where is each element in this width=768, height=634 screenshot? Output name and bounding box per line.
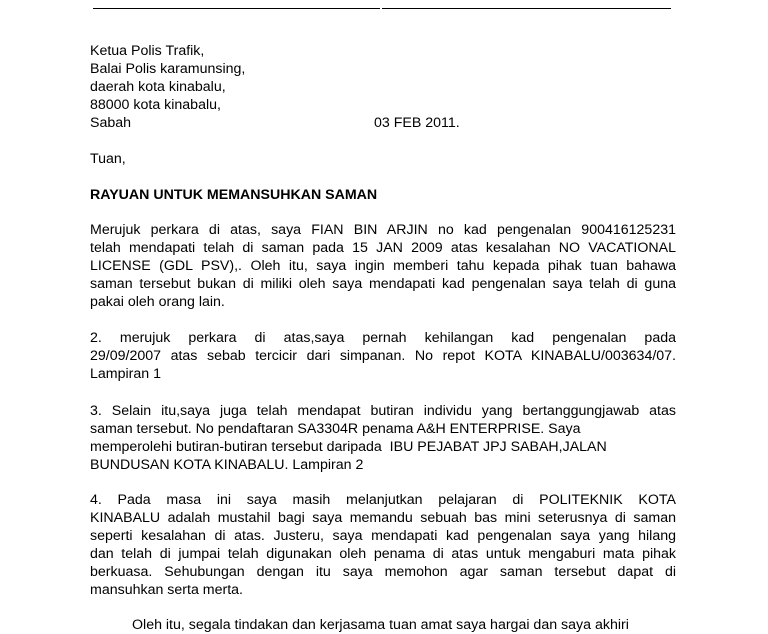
address-line-3: daerah kota kinabalu, bbox=[90, 79, 226, 95]
address-line-4: 88000 kota kinabalu, bbox=[90, 97, 221, 113]
para3-line-1: 3. Selain itu,saya juga telah mendapat butiran individu yang bertanggungjawab atas bbox=[90, 403, 676, 419]
para1-line-5: pakai oleh orang lain. bbox=[90, 294, 225, 310]
closing-line: Oleh itu, segala tindakan dan kerjasama tuan amat saya hargai dan saya akhiri bbox=[132, 617, 629, 633]
header-rule-right bbox=[382, 8, 671, 9]
salutation: Tuan, bbox=[90, 151, 126, 167]
para4-line-4: dan telah di jumpai telah digunakan oleh penama di atas untuk mengaburi mata pihak bbox=[90, 546, 676, 562]
para1-line-4: saman tersebut bukan di miliki oleh saya mendapati kad pengenalan saya telah di guna bbox=[90, 276, 676, 292]
para4-line-3: seperti kesalahan di atas. Justeru, saya mendapati kad pengenalan saya yang hilang bbox=[90, 528, 676, 544]
para2-line-3: Lampiran 1 bbox=[90, 366, 161, 382]
para4-line-2: KINABALU adalah mustahil bagi saya memandu sebuah bas mini seterusnya di saman bbox=[90, 510, 676, 526]
letter-date: 03 FEB 2011. bbox=[374, 115, 460, 131]
para1-line-2: telah mendapati telah di saman pada 15 JAN 2009 atas kesalahan NO VACATIONAL bbox=[90, 240, 676, 256]
para4-line-1: 4. Pada masa ini saya masih melanjutkan pelajaran di POLITEKNIK KOTA bbox=[90, 492, 676, 508]
para3-line-3: memperolehi butiran-butiran tersebut daripada IBU PEJABAT JPJ SABAH,JALAN bbox=[90, 439, 607, 455]
para3-line-2: saman tersebut. No pendaftaran SA3304R penama A&H ENTERPRISE. Saya bbox=[90, 421, 581, 437]
para1-line-1: Merujuk perkara di atas, saya FIAN BIN ARJIN no kad pengenalan 900416125231 bbox=[90, 222, 676, 238]
para3-line-4: BUNDUSAN KOTA KINABALU. Lampiran 2 bbox=[90, 457, 364, 473]
para4-line-6: mansuhkan serta merta. bbox=[90, 582, 243, 598]
para4-line-5: berkuasa. Sehubungan dengan itu saya memohon agar saman tersebut dapat di bbox=[90, 564, 676, 580]
address-line-1: Ketua Polis Trafik, bbox=[90, 43, 205, 59]
address-line-5: Sabah bbox=[90, 115, 132, 131]
para2-line-2: 29/09/2007 atas sebab tercicir dari simpanan. No repot KOTA KINABALU/003634/07. bbox=[90, 348, 676, 364]
para1-line-3: LICENSE (GDL PSV),. Oleh itu, saya ingin memberi tahu kepada pihak tuan bahawa bbox=[90, 258, 676, 274]
header-rule-left bbox=[93, 8, 380, 9]
para2-line-1: 2. merujuk perkara di atas,saya pernah kehilangan kad pengenalan pada bbox=[90, 330, 676, 346]
subject-heading: RAYUAN UNTUK MEMANSUHKAN SAMAN bbox=[90, 187, 378, 203]
address-line-2: Balai Polis karamunsing, bbox=[90, 61, 246, 77]
